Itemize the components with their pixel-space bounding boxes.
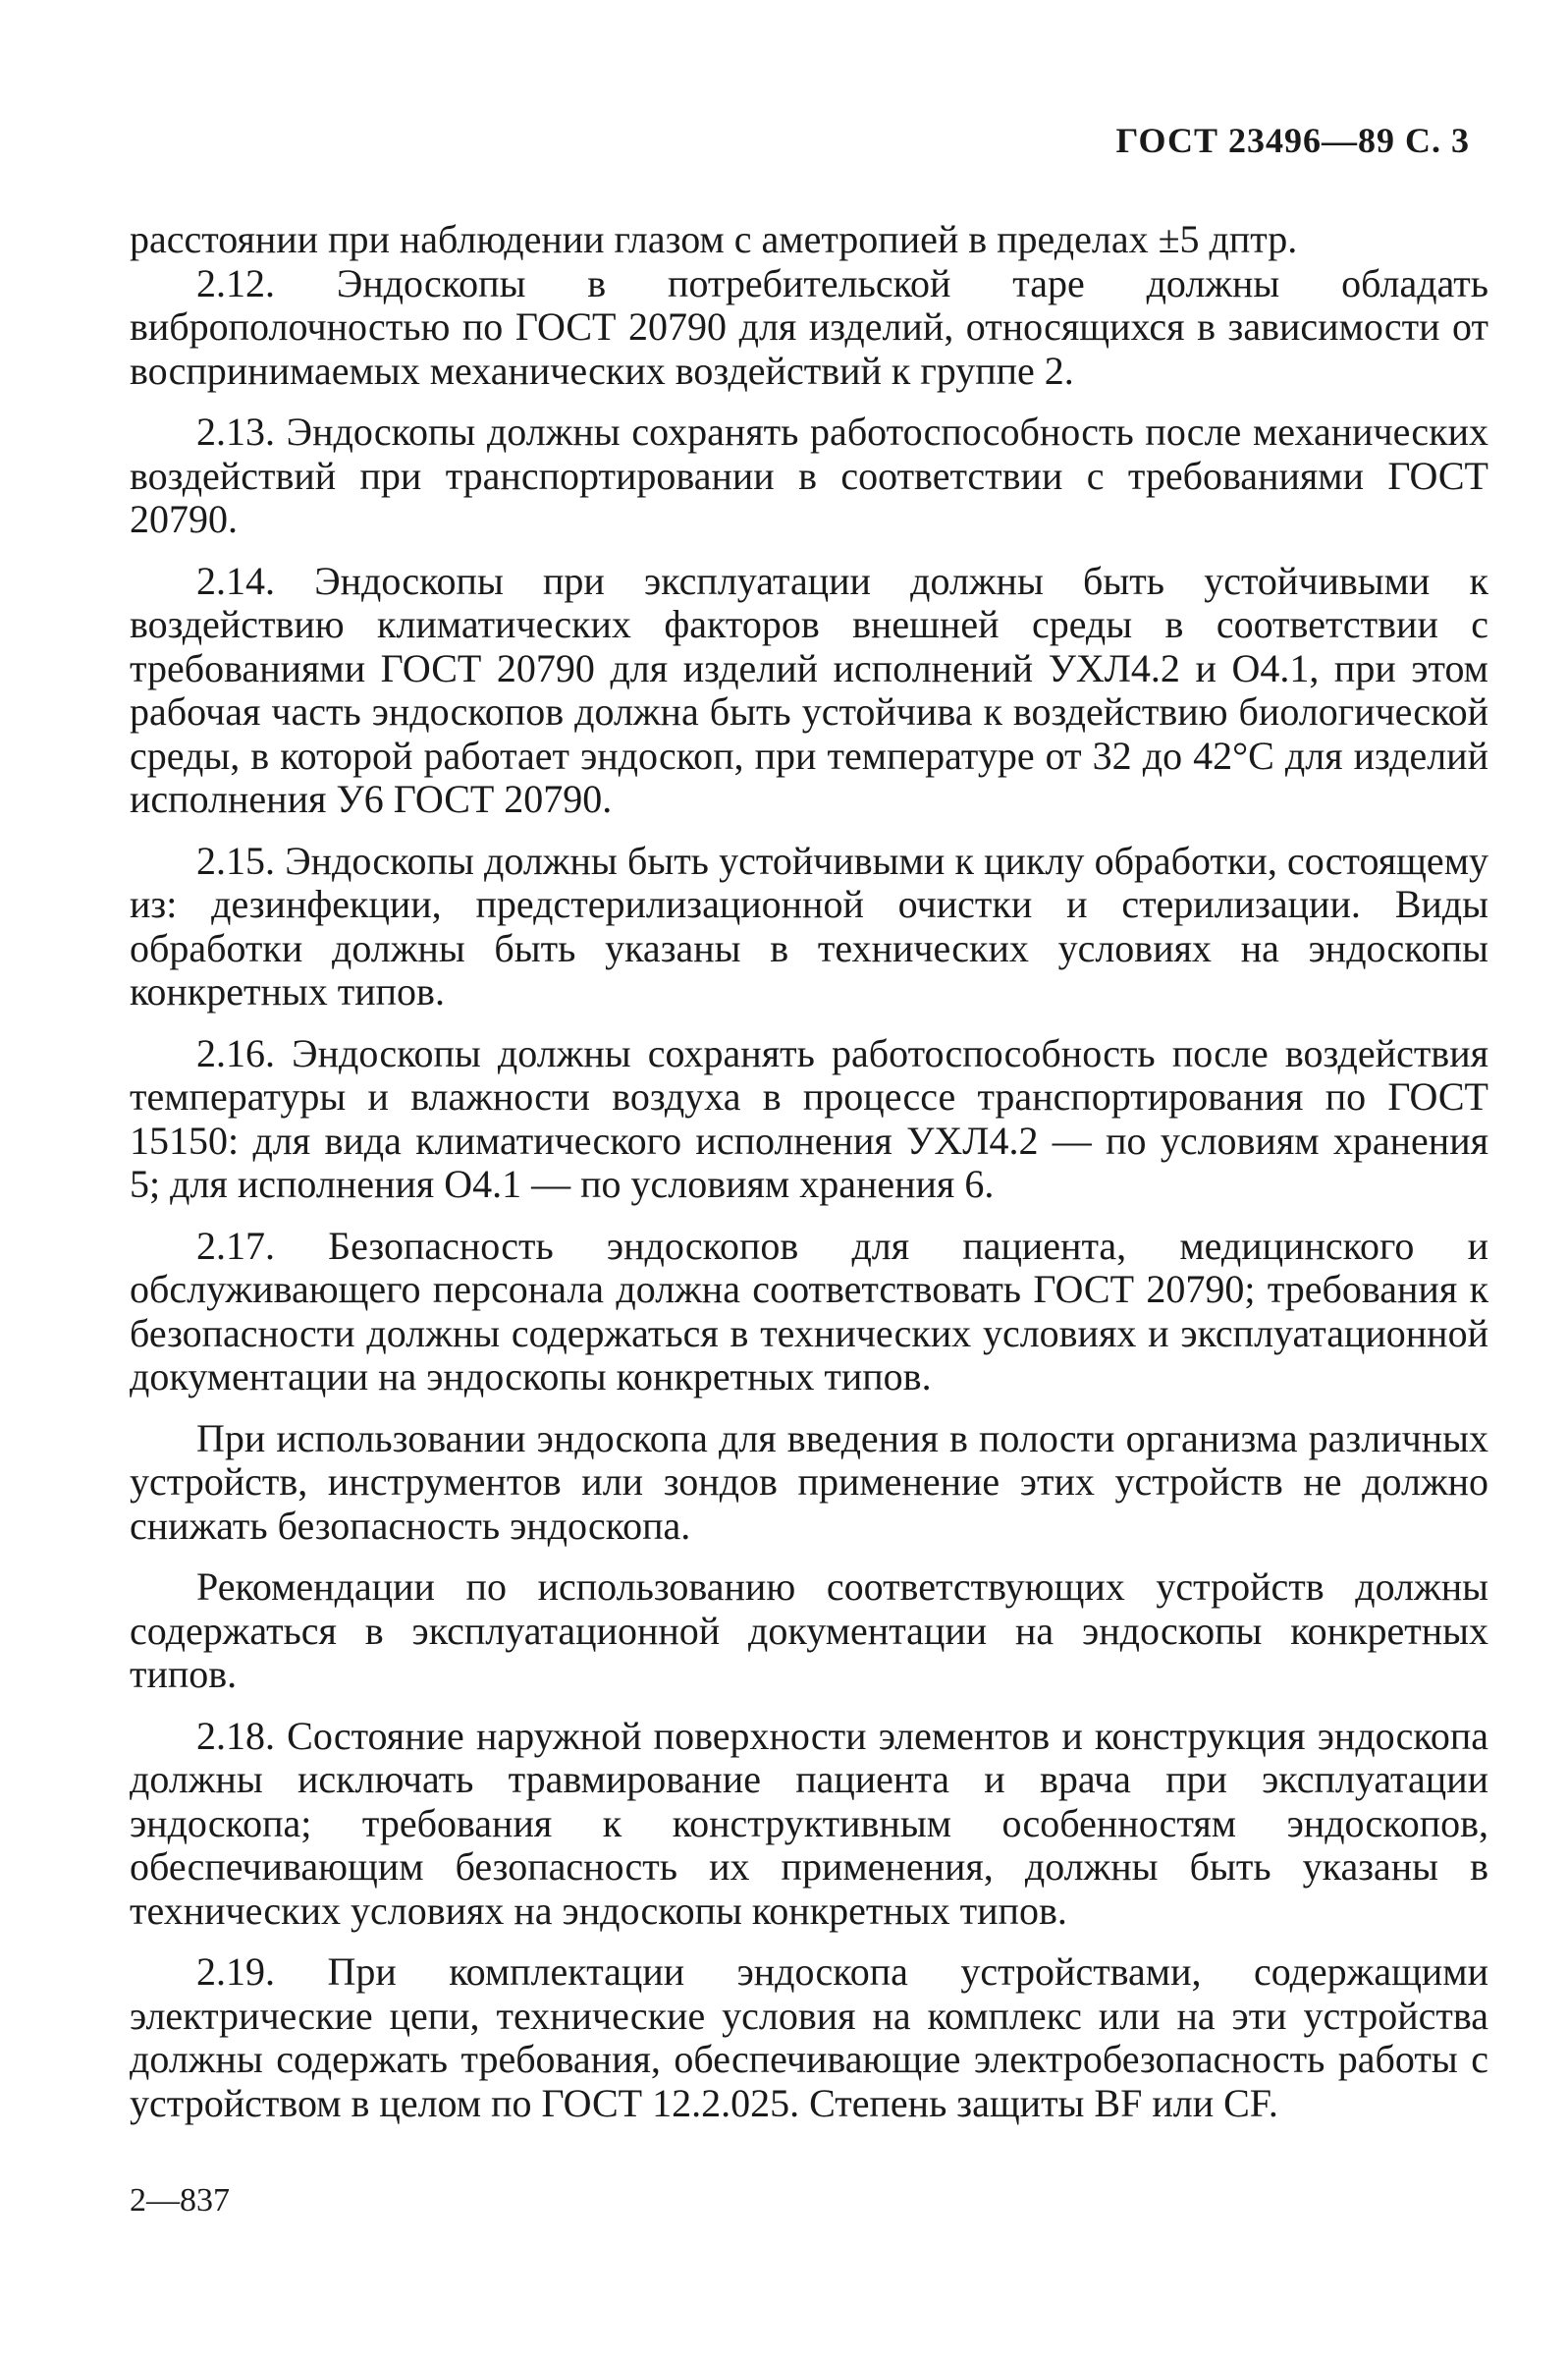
- paragraph-2-19: 2.19. При комплектации эндоскопа устройствами, содержащими электрические цепи, технические условия на комплекс или на эти устройства должны содержать требования, обеспечивающие электробезопасность работы с устройством в целом по ГОСТ 12.2.025. Степень защиты BF или CF.: [130, 1949, 1488, 2125]
- paragraph-2-17: 2.17. Безопасность эндоскопов для пациента, медицинского и обслуживающего персонала должна соответствовать ГОСТ 20790; требования к безопасности должны содержаться в технических условиях и эксплуатационной документации на эндоскопы конкретных типов.: [130, 1223, 1488, 1398]
- paragraph-2-17-recommendations: Рекомендации по использованию соответствующих устройств должны содержаться в эксплуатационной документации на эндоскопы конкретных типов.: [130, 1564, 1488, 1696]
- paragraph-2-16: 2.16. Эндоскопы должны сохранять работоспособность после воздействия температуры и влажности воздуха в процессе транспортирования по ГОСТ 15150: для вида климатического исполнения УХЛ4.2 — по условиям хранения 5; для исполнения О4.1 — по условиям хранения 6.: [130, 1030, 1488, 1206]
- paragraph-2-13: 2.13. Эндоскопы должны сохранять работоспособность после механических воздействий при транспортировании в соответствии с требованиями ГОСТ 20790.: [130, 410, 1488, 541]
- paragraph-2-18: 2.18. Состояние наружной поверхности элементов и конструкция эндоскопа должны исключать травмирование пациента и врача при эксплуатации эндоскопа; требования к конструктивным особенностям эндоскопов, обеспечивающим безопасность их применения, должны быть указаны в технических условиях на эндоскопы конкретных типов.: [130, 1713, 1488, 1933]
- running-header: ГОСТ 23496—89 С. 3: [1115, 121, 1470, 160]
- paragraph-2-12: 2.12. Эндоскопы в потребительской таре должны обладать виброполочностью по ГОСТ 20790 для изделий, относящихся в зависимости от воспринимаемых механических воздействий к группе 2.: [130, 260, 1488, 393]
- paragraph-2-17-devices: При использовании эндоскопа для введения в полости организма различных устройств, инструментов или зондов применение этих устройств не должно снижать безопасность эндоскопа.: [130, 1415, 1488, 1548]
- document-body: [130, 218, 1488, 2125]
- paragraph-2-14: 2.14. Эндоскопы при эксплуатации должны быть устойчивыми к воздействию климатических факторов внешней среды в соответствии с требованиями ГОСТ 20790 для изделий исполнений УХЛ4.2 и О4.1, при этом рабочая часть эндоскопов должна быть устойчива к воздействию биологической среды, в которой работает эндоскоп, при температуре от 32 до 42°С для изделий исполнения У6 ГОСТ 20790.: [130, 558, 1488, 821]
- paragraph-continuation: расстоянии при наблюдении глазом с аметропией в пределах ±5 дптр.: [130, 217, 1298, 261]
- signature-mark: 2—837: [130, 2182, 230, 2219]
- paragraph-2-15: 2.15. Эндоскопы должны быть устойчивыми к циклу обработки, состоящему из: дезинфекции, предстерилизационной очистки и стерилизации. Виды обработки должны быть указаны в технических условиях на эндоскопы конкретных типов.: [130, 838, 1488, 1014]
